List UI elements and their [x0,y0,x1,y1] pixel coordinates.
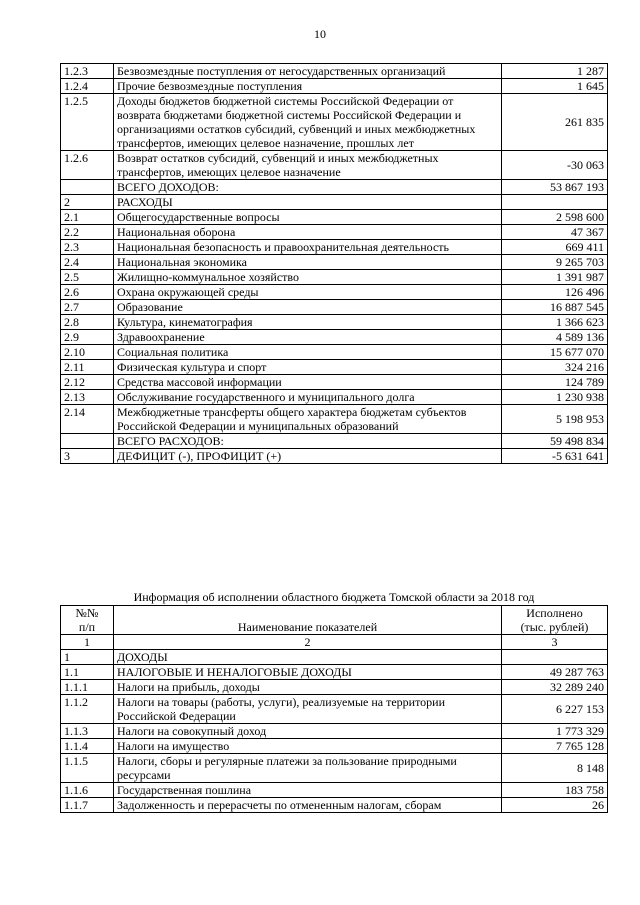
row-value [502,650,608,665]
table-header-row [61,606,608,635]
row-value: 1 366 623 [502,315,608,330]
row-value: 1 230 938 [502,390,608,405]
row-number: 1.1 [61,665,114,680]
table-row [61,695,608,724]
row-number: 2.8 [61,315,114,330]
table-row [61,783,608,798]
row-name: Средства массовой информации [114,375,502,390]
row-name: Налоги, сборы и регулярные платежи за пользование природными ресурсами [114,754,502,783]
row-value: 59 498 834 [502,434,608,449]
table-row [61,360,608,375]
header-col-number [61,606,114,635]
row-name: Образование [114,300,502,315]
table-row [61,390,608,405]
row-name: Национальная безопасность и правоохранительная деятельность [114,240,502,255]
row-name: Безвозмездные поступления от негосударственных организаций [114,64,502,79]
row-number: 2.7 [61,300,114,315]
row-value: 49 287 763 [502,665,608,680]
row-value: 15 677 070 [502,345,608,360]
row-value: 1 391 987 [502,270,608,285]
row-number: 2.4 [61,255,114,270]
row-name: Общегосударственные вопросы [114,210,502,225]
row-value: 124 789 [502,375,608,390]
row-name: ВСЕГО РАСХОДОВ: [114,434,502,449]
table-row [61,79,608,94]
budget-table-continued [60,63,608,464]
row-number: 2.11 [61,360,114,375]
row-name: НАЛОГОВЫЕ И НЕНАЛОГОВЫЕ ДОХОДЫ [114,665,502,680]
row-name: Обслуживание государственного и муниципального долга [114,390,502,405]
row-number [61,180,114,195]
row-value: 53 867 193 [502,180,608,195]
header-executed-line1: Исполнено [526,606,583,620]
row-number: 2 [61,195,114,210]
row-name: Налоги на прибыль, доходы [114,680,502,695]
table-row [61,151,608,180]
row-name: Социальная политика [114,345,502,360]
index-cell: 3 [502,635,608,650]
row-value: 6 227 153 [502,695,608,724]
table-row [61,754,608,783]
table-row [61,240,608,255]
row-number: 1.2.3 [61,64,114,79]
row-name: Межбюджетные трансферты общего характера бюджетам субъектов Российской Федерации и муниципальных образований [114,405,502,434]
row-name: Культура, кинематография [114,315,502,330]
table-row [61,270,608,285]
row-value: 7 765 128 [502,739,608,754]
row-number: 2.10 [61,345,114,360]
index-cell: 1 [61,635,114,650]
header-col-executed [502,606,608,635]
row-name: Задолженность и перерасчеты по отмененным налогам, сборам [114,798,502,813]
row-name: ДОХОДЫ [114,650,502,665]
row-number: 1 [61,650,114,665]
row-value: 669 411 [502,240,608,255]
table-row [61,724,608,739]
row-number: 2.2 [61,225,114,240]
row-name: Налоги на товары (работы, услуги), реализуемые на территории Российской Федерации [114,695,502,724]
table-row [61,345,608,360]
header-col-name: Наименование показателей [114,606,502,635]
row-name: Жилищно-коммунальное хозяйство [114,270,502,285]
row-value: -5 631 641 [502,449,608,464]
row-number: 2.6 [61,285,114,300]
table-row [61,64,608,79]
row-name: РАСХОДЫ [114,195,502,210]
row-number: 1.1.4 [61,739,114,754]
row-number: 1.1.7 [61,798,114,813]
row-value: 8 148 [502,754,608,783]
row-number: 3 [61,449,114,464]
row-number: 1.1.6 [61,783,114,798]
row-value: 4 589 136 [502,330,608,345]
row-value: 1 645 [502,79,608,94]
row-name: Охрана окружающей среды [114,285,502,300]
row-value: -30 063 [502,151,608,180]
row-name: ДЕФИЦИТ (-), ПРОФИЦИТ (+) [114,449,502,464]
row-value: 183 758 [502,783,608,798]
table-row [61,94,608,151]
row-name: Государственная пошлина [114,783,502,798]
row-name: Национальная экономика [114,255,502,270]
row-value: 9 265 703 [502,255,608,270]
table-row [61,665,608,680]
row-name: Возврат остатков субсидий, субвенций и иных межбюджетных трансфертов, имеющих целевое назначение [114,151,502,180]
table-row [61,680,608,695]
row-number: 2.3 [61,240,114,255]
table-row [61,449,608,464]
row-number: 1.2.4 [61,79,114,94]
row-value [502,195,608,210]
row-value: 47 367 [502,225,608,240]
row-number [61,434,114,449]
row-number: 1.1.3 [61,724,114,739]
row-name: Здравоохранение [114,330,502,345]
table-index-row [61,635,608,650]
row-number: 2.1 [61,210,114,225]
row-value: 5 198 953 [502,405,608,434]
index-cell: 2 [114,635,502,650]
table-caption: Информация об исполнении областного бюджета Томской области за 2018 год [133,590,535,604]
row-number: 1.1.1 [61,680,114,695]
table-row [61,405,608,434]
table-row [61,180,608,195]
row-value: 2 598 600 [502,210,608,225]
table-row [61,330,608,345]
row-value: 126 496 [502,285,608,300]
row-number: 2.5 [61,270,114,285]
table-row [61,255,608,270]
row-name: ВСЕГО ДОХОДОВ: [114,180,502,195]
table-row [61,434,608,449]
row-name: Физическая культура и спорт [114,360,502,375]
row-name: Налоги на совокупный доход [114,724,502,739]
table-row [61,225,608,240]
budget-execution-table [60,605,608,813]
row-value: 26 [502,798,608,813]
table-row [61,315,608,330]
row-number: 1.1.5 [61,754,114,783]
row-number: 2.9 [61,330,114,345]
table-row [61,739,608,754]
row-value: 1 773 329 [502,724,608,739]
row-name: Доходы бюджетов бюджетной системы Российской Федерации от возврата бюджетами бюджетной системы Российской Федерации и организациями остатков субсидий, субвенций и иных межбюджетных трансфертов, имеющих целевое назначение, прошлых лет [114,94,502,151]
row-number: 1.2.6 [61,151,114,180]
header-executed-line2: (тыс. рублей) [520,620,589,634]
table-row [61,375,608,390]
page-number: 10 [314,27,326,41]
row-number: 2.13 [61,390,114,405]
row-value: 261 835 [502,94,608,151]
row-value: 1 287 [502,64,608,79]
row-value: 16 887 545 [502,300,608,315]
header-number-line2: п/п [78,620,96,634]
table-row [61,285,608,300]
row-name: Налоги на имущество [114,739,502,754]
table-row [61,210,608,225]
row-name: Национальная оборона [114,225,502,240]
row-number: 2.12 [61,375,114,390]
row-name: Прочие безвозмездные поступления [114,79,502,94]
row-number: 2.14 [61,405,114,434]
row-number: 1.1.2 [61,695,114,724]
table-row [61,650,608,665]
row-number: 1.2.5 [61,94,114,151]
table-row [61,798,608,813]
table-row [61,300,608,315]
table-row [61,195,608,210]
row-value: 32 289 240 [502,680,608,695]
header-number-line1: №№ [75,606,99,620]
row-value: 324 216 [502,360,608,375]
